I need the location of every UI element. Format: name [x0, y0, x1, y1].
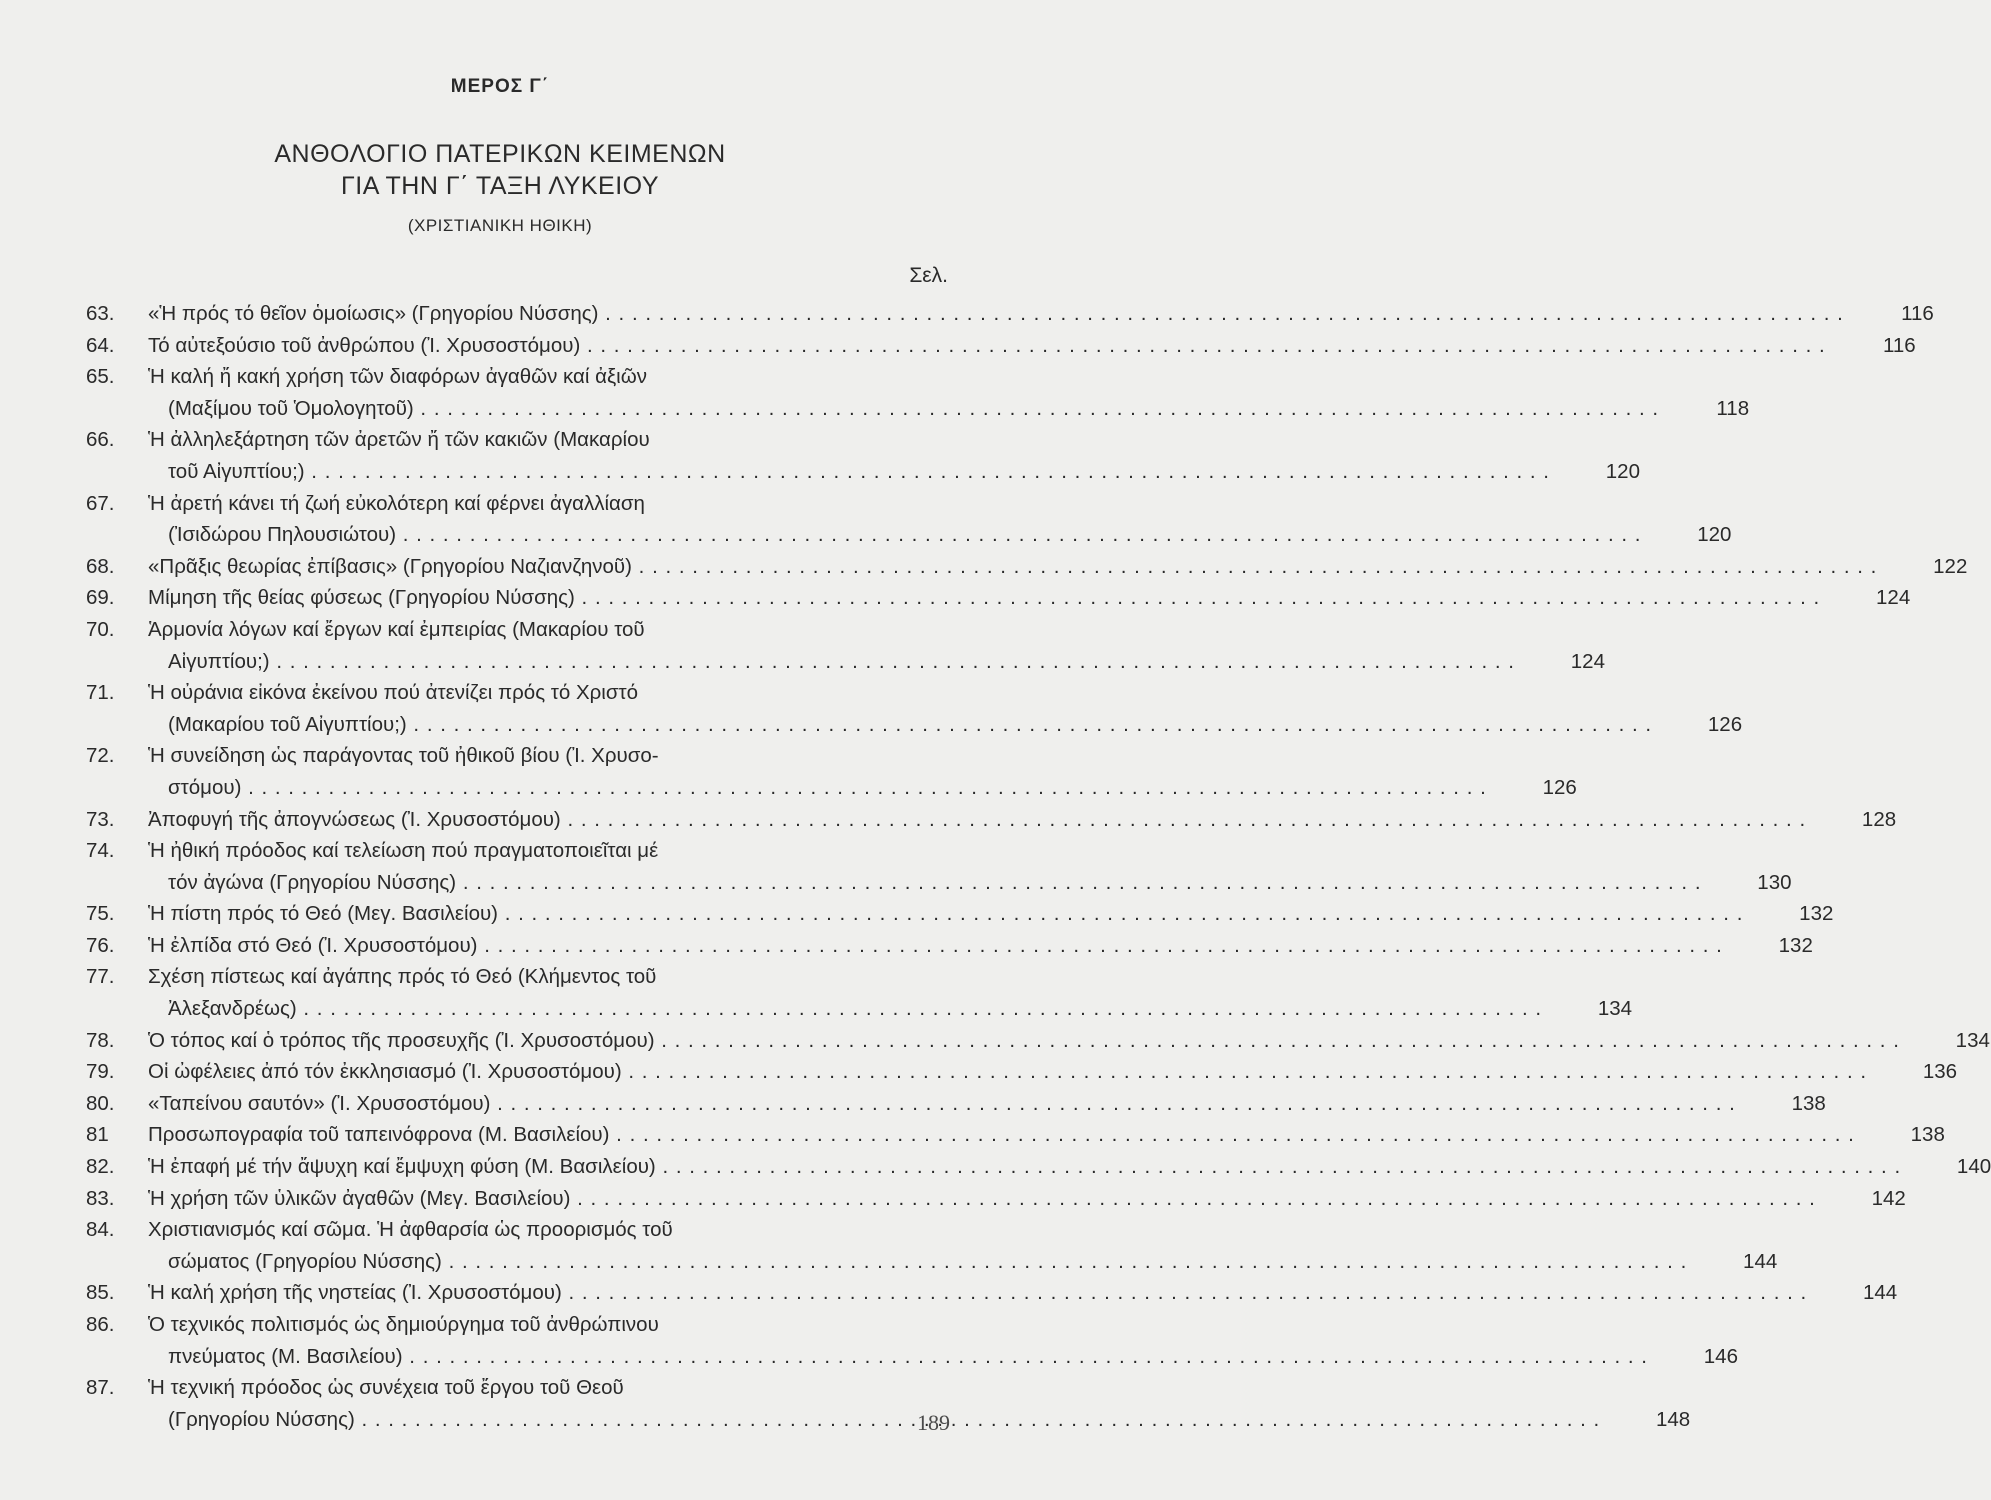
entry-page-number: 116 — [1901, 302, 1934, 325]
entry-number: 74. — [86, 839, 115, 863]
entry-title-line — [148, 1341, 1648, 1373]
entry-title-line — [148, 677, 1652, 709]
toc-entry — [86, 614, 1605, 677]
entry-page-number: 144 — [1743, 1249, 1778, 1273]
entry-title-text: Ἡ ἐπαφή μέ τήν ἄψυχη καί ἔμψυχη φύση (Μ. Βασιλείου) — [148, 1155, 656, 1179]
entry-title-text: στόμου) — [168, 775, 242, 799]
entry-page-number: 134 — [1955, 1028, 1990, 1052]
entry-number: 67. — [86, 491, 115, 515]
entry-title-line — [148, 456, 1550, 488]
entry-title-line — [148, 330, 1826, 362]
entry-body — [148, 677, 1742, 740]
entry-title-text: Ἡ ἀρετή κάνει τή ζωή εὐκολότερη καί φέρνει ἀγαλλίαση — [148, 491, 645, 515]
toc-entry — [86, 1372, 1691, 1435]
entry-title-text: Ὁ τεχνικός πολιτισμός ὡς δημιούργημα τοῦ ἀνθρώπινου — [148, 1313, 659, 1336]
entry-body — [148, 424, 1640, 487]
dot-leader — [562, 1281, 1807, 1304]
entry-number: 77. — [86, 965, 115, 989]
toc-entry — [86, 804, 1897, 836]
entry-title-line — [148, 424, 1550, 456]
toc-entry — [86, 424, 1640, 487]
entry-page-number: 132 — [1778, 933, 1813, 957]
entry-number: 70. — [86, 617, 115, 641]
entry-page-number: 134 — [1597, 997, 1633, 1021]
entry-number: 66. — [86, 428, 115, 452]
toc-entry — [86, 488, 1732, 551]
entry-page-number: 132 — [1799, 902, 1834, 926]
dot-leader — [609, 1123, 1854, 1146]
entry-page-number: 144 — [1862, 1281, 1898, 1305]
entry-title-line — [148, 1056, 1867, 1088]
dot-leader — [442, 1250, 1687, 1273]
entry-title-line — [148, 614, 1515, 646]
entry-title-text: σώματος (Γρηγορίου Νύσσης) — [168, 1249, 442, 1273]
dot-leader — [561, 808, 1806, 831]
toc-entry — [86, 298, 1934, 330]
entry-title-line — [148, 1025, 1900, 1057]
toc-entry — [86, 582, 1911, 614]
entry-body — [148, 1214, 1777, 1277]
entry-body — [148, 961, 1632, 1024]
entry-title-text: Μίμηση τῆς θείας φύσεως (Γρηγορίου Νύσσης) — [148, 586, 575, 610]
entry-page-number: 148 — [1655, 1407, 1691, 1431]
entry-title-text: πνεύματος (Μ. Βασιλείου) — [168, 1344, 403, 1368]
entry-title-text: Χριστιανισμός καί σῶμα. Ἡ ἀφθαρσία ὡς προορισμός τοῦ — [148, 1218, 673, 1242]
entry-body — [148, 1183, 1906, 1215]
entry-title-text: Ἡ πίστη πρός τό Θεό (Μεγ. Βασιλείου) — [148, 902, 499, 926]
entry-title-text: Ἁρμονία λόγων καί ἔργων καί ἐμπειρίας (Μακαρίου τοῦ — [148, 617, 645, 641]
entry-title-text: Ἀποφυγή τῆς ἀπογνώσεως (Ἰ. Χρυσοστόμου) — [148, 807, 561, 831]
toc-entry — [86, 1056, 1958, 1088]
toc-entry — [86, 961, 1633, 1024]
entry-page-number: 146 — [1703, 1344, 1738, 1368]
part-heading: ΜΕΡΟΣ Γ΄ — [450, 76, 550, 97]
entry-title-line — [148, 867, 1702, 899]
entry-page-number: 124 — [1570, 649, 1605, 673]
entry-body — [148, 740, 1577, 803]
dot-leader — [656, 1155, 1901, 1178]
entry-page-number: 130 — [1757, 870, 1792, 894]
toc-entry — [86, 1277, 1898, 1309]
section-title — [0, 138, 1000, 202]
entry-body — [148, 1119, 1945, 1151]
dot-leader — [403, 1345, 1648, 1368]
entry-title-text: Ἡ χρήση τῶν ὑλικῶν ἀγαθῶν (Μεγ. Βασιλείου) — [148, 1186, 571, 1210]
entry-body — [148, 1056, 1957, 1088]
entry-title-text: «Ἡ πρός τό θεῖον ὁμοίωσις» (Γρηγορίου Νύσσης) — [148, 302, 599, 325]
entry-title-text: Ἡ καλή χρήση τῆς νηστείας (Ἰ. Χρυσοστόμου) — [148, 1281, 562, 1305]
entry-page-number: 140 — [1956, 1155, 1991, 1179]
entry-body — [148, 488, 1731, 551]
entry-number: 76. — [86, 933, 115, 957]
entry-body — [148, 582, 1910, 614]
toc-entry — [86, 1025, 1990, 1057]
entry-title-text: Ὁ τόπος καί ὁ τρόπος τῆς προσευχῆς (Ἰ. Χρυσοστόμου) — [148, 1028, 655, 1052]
entry-number: 86. — [86, 1313, 115, 1336]
dot-leader — [632, 555, 1877, 578]
entry-title-line — [148, 930, 1723, 962]
entry-number: 68. — [86, 554, 115, 578]
entry-body — [148, 361, 1749, 424]
dot-leader — [580, 334, 1825, 357]
entry-page-number: 126 — [1707, 712, 1743, 736]
dot-leader — [478, 934, 1723, 957]
dot-leader — [575, 586, 1820, 609]
entry-body — [148, 898, 1833, 930]
entry-title-text: Ἡ ἀλληλεξάρτηση τῶν ἀρετῶν ἤ τῶν κακιῶν (Μακαρίου — [148, 428, 650, 452]
entry-number: 64. — [86, 333, 115, 357]
entry-title-text: Οἱ ὠφέλειες ἀπό τόν ἐκκλησιασμό (Ἰ. Χρυσοστόμου) — [148, 1060, 622, 1084]
entry-title-text: (Μαξίμου τοῦ Ὁμολογητοῦ) — [168, 396, 414, 420]
entry-body — [148, 614, 1605, 677]
entry-body — [148, 298, 1934, 330]
dot-leader — [570, 1187, 1815, 1210]
toc-entries — [86, 298, 1991, 1435]
entry-title-line — [148, 1372, 1600, 1404]
toc-entry — [86, 898, 1834, 930]
entry-number: 72. — [86, 744, 115, 768]
entry-title-line — [148, 709, 1652, 741]
entry-page-number: 120 — [1697, 523, 1732, 547]
entry-title-text: (Μακαρίου τοῦ Αἰγυπτίου;) — [168, 712, 407, 736]
entry-title-line — [148, 898, 1743, 930]
toc-entry — [86, 1183, 1906, 1215]
entry-title-text: «Ταπείνου σαυτόν» (Ἰ. Χρυσοστόμου) — [148, 1091, 491, 1115]
entry-title-text: Προσωπογραφία τοῦ ταπεινόφρονα (Μ. Βασιλείου) — [148, 1123, 610, 1147]
section-title-line-1: ΑΝΘΟΛΟΓΙΟ ΠΑΤΕΡΙΚΩΝ ΚΕΙΜΕΝΩΝ — [274, 140, 726, 168]
entry-page-number: 142 — [1871, 1186, 1906, 1210]
entry-body — [148, 930, 1813, 962]
entry-title-line — [148, 393, 1659, 425]
entry-page-number: 126 — [1542, 775, 1577, 799]
toc-entry — [86, 930, 1813, 962]
entry-title-line — [148, 1151, 1901, 1183]
dot-leader — [396, 523, 1641, 546]
entry-title-line — [148, 772, 1487, 804]
entry-page-number: 120 — [1605, 459, 1640, 483]
entry-title-line — [148, 298, 1844, 330]
dot-leader — [622, 1060, 1867, 1083]
entry-title-text: Ἀλεξανδρέως) — [168, 997, 297, 1021]
entry-title-text: «Πρᾶξις θεωρίας ἐπίβασις» (Γρηγορίου Ναζιανζηνοῦ) — [148, 554, 632, 578]
entry-page-number: 136 — [1922, 1060, 1958, 1084]
dot-leader — [241, 776, 1486, 799]
toc-entry — [86, 1119, 1945, 1151]
dot-leader — [305, 460, 1550, 483]
entry-number: 80. — [86, 1091, 115, 1115]
entry-title-line — [148, 361, 1659, 393]
entry-page-number: 128 — [1861, 807, 1897, 831]
page-column-label: Σελ. — [909, 264, 948, 287]
entry-title-text: Τό αὐτεξούσιο τοῦ ἀνθρώπου (Ἰ. Χρυσοστόμου) — [148, 333, 581, 357]
entry-title-line — [148, 1309, 1648, 1341]
entry-body — [148, 551, 1967, 583]
entry-number: 65. — [86, 365, 115, 389]
entry-title-line — [148, 646, 1515, 678]
entry-title-line — [148, 1277, 1807, 1309]
entry-page-number: 122 — [1933, 554, 1968, 578]
entry-title-line — [148, 993, 1542, 1025]
entry-title-line — [148, 804, 1806, 836]
entry-page-number: 116 — [1882, 333, 1916, 357]
entry-title-text: τοῦ Αἰγυπτίου;) — [168, 459, 305, 483]
entry-number: 63. — [86, 302, 115, 325]
dot-leader — [655, 1029, 1900, 1052]
entry-body — [148, 1025, 1990, 1057]
dot-leader — [355, 1408, 1600, 1431]
entry-title-text: Ἡ ἐλπίδα στό Θεό (Ἰ. Χρυσοστόμου) — [148, 933, 478, 957]
entry-number: 84. — [86, 1218, 115, 1242]
entry-body — [148, 1277, 1897, 1309]
dot-leader — [490, 1092, 1735, 1115]
dot-leader — [407, 713, 1652, 736]
toc-entry — [86, 1309, 1738, 1372]
toc-entry — [86, 551, 1968, 583]
entry-body — [148, 1088, 1826, 1120]
dot-leader — [598, 302, 1843, 325]
entry-title-text: Σχέση πίστεως καί ἀγάπης πρός τό Θεό (Κλήμεντος τοῦ — [148, 965, 657, 989]
toc-entry — [86, 1088, 1826, 1120]
entry-title-text: τόν ἀγώνα (Γρηγορίου Νύσσης) — [168, 870, 457, 894]
toc-entry — [86, 361, 1750, 424]
entry-title-text: Αἰγυπτίου;) — [168, 649, 270, 673]
dot-leader — [498, 902, 1743, 925]
entry-number: 73. — [86, 807, 115, 831]
entry-title-line — [148, 488, 1641, 520]
entry-number: 83. — [86, 1186, 115, 1210]
toc-entry — [86, 330, 1916, 362]
entry-title-text: Ἡ τεχνική πρόοδος ὡς συνέχεια τοῦ ἔργου τοῦ Θεοῦ — [148, 1376, 624, 1400]
entry-title-line — [148, 551, 1877, 583]
entry-number: 75. — [86, 902, 115, 926]
dot-leader — [270, 650, 1515, 673]
entry-title-line — [148, 1183, 1816, 1215]
entry-body — [148, 330, 1916, 362]
dot-leader — [297, 997, 1542, 1020]
entry-number: 82. — [86, 1155, 115, 1179]
entry-number: 85. — [86, 1281, 115, 1305]
toc-entry — [86, 740, 1577, 803]
section-subtitle: (ΧΡΙΣΤΙΑΝΙΚΗ ΗΘΙΚΗ) — [407, 216, 593, 235]
entry-title-text: Ἡ καλή ἤ κακή χρήση τῶν διαφόρων ἀγαθῶν καί ἀξιῶν — [148, 365, 647, 389]
entry-number: 87. — [86, 1376, 115, 1400]
entry-title-text: Ἡ οὐράνια εἰκόνα ἐκείνου πού ἀτενίζει πρός τό Χριστό — [148, 681, 639, 705]
entry-page-number: 138 — [1791, 1091, 1826, 1115]
entry-title-line — [148, 961, 1542, 993]
entry-page-number: 138 — [1910, 1123, 1945, 1147]
entry-number: 71. — [86, 681, 115, 705]
entry-title-text: (Ἰσιδώρου Πηλουσιώτου) — [168, 523, 397, 547]
entry-title-line — [148, 1088, 1736, 1120]
entry-title-line — [148, 1246, 1687, 1278]
entry-page-number: 118 — [1716, 396, 1750, 420]
entry-title-line — [148, 1404, 1600, 1436]
entry-number: 81 — [86, 1123, 109, 1147]
toc-entry — [86, 1214, 1778, 1277]
entry-body — [148, 1151, 1991, 1183]
entry-title-text: Ἡ συνείδηση ὡς παράγοντας τοῦ ἠθικοῦ βίου (Ἰ. Χρυσο- — [148, 744, 659, 768]
entry-title-line — [148, 582, 1820, 614]
entry-title-text: (Γρηγορίου Νύσσης) — [168, 1407, 355, 1431]
entry-title-line — [148, 1214, 1687, 1246]
entry-body — [148, 804, 1896, 836]
toc-entry — [86, 677, 1743, 740]
entry-title-line — [148, 740, 1487, 772]
entry-number: 69. — [86, 586, 115, 610]
entry-title-line — [148, 1119, 1855, 1151]
section-title-line-2: ΓΙΑ ΤΗΝ Γ΄ ΤΑΞΗ ΛΥΚΕΙΟΥ — [340, 172, 659, 200]
entry-title-line — [148, 835, 1702, 867]
entry-page-number: 124 — [1876, 586, 1911, 610]
entry-title-line — [148, 519, 1641, 551]
entry-number: 79. — [86, 1060, 115, 1084]
entry-title-text: Ἡ ἠθική πρόοδος καί τελείωση πού πραγματοποιεῖται μέ — [148, 839, 659, 863]
entry-body — [148, 835, 1792, 898]
entry-body — [148, 1309, 1738, 1372]
page-number: 189 — [917, 1410, 950, 1435]
entry-number: 78. — [86, 1028, 115, 1052]
toc-entry — [86, 835, 1792, 898]
dot-leader — [414, 397, 1659, 420]
dot-leader — [456, 871, 1701, 894]
toc-entry — [86, 1151, 1991, 1183]
